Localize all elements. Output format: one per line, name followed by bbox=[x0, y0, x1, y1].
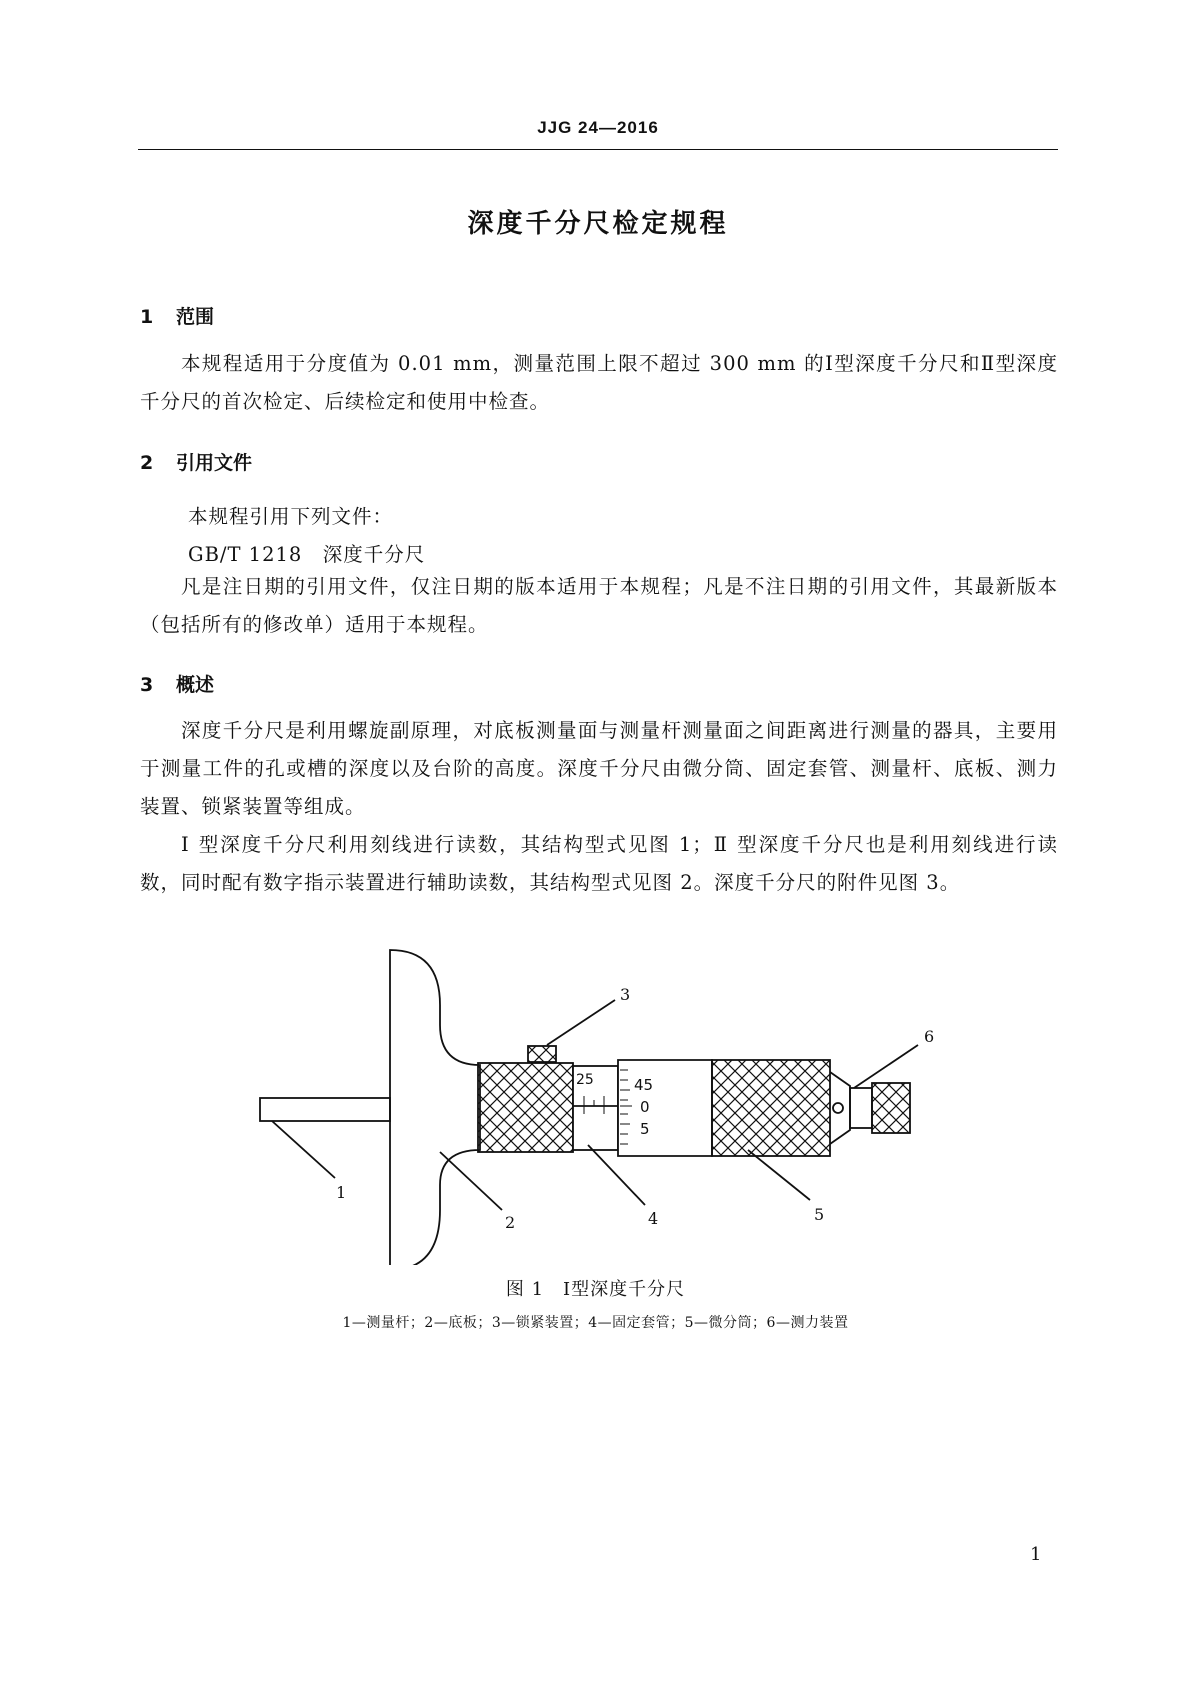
thimble-scale-45: 45 bbox=[634, 1076, 654, 1094]
callout-1: 1 bbox=[336, 1183, 347, 1202]
lock-body-shape bbox=[478, 1063, 573, 1152]
section-number: 2 bbox=[140, 452, 154, 474]
section-3-heading bbox=[140, 670, 214, 697]
callout-5: 5 bbox=[814, 1205, 825, 1224]
lock-knob-shape bbox=[528, 1046, 556, 1062]
overview-paragraph-2: Ⅰ 型深度千分尺利用刻线进行读数，其结构型式见图 1；Ⅱ 型深度千分尺也是利用刻线进行读数，同时配有数字指示装置进行辅助读数，其结构型式见图 2。深度千分尺的附件见图 3。 bbox=[140, 833, 1058, 894]
thimble-scale-0: 0 bbox=[640, 1098, 650, 1116]
section-title: 范围 bbox=[176, 306, 215, 328]
callout-3: 3 bbox=[620, 985, 631, 1004]
callout-2: 2 bbox=[505, 1213, 516, 1232]
scope-paragraph: 本规程适用于分度值为 0.01 mm，测量范围上限不超过 300 mm 的Ⅰ型深度千分尺和Ⅱ型深度千分尺的首次检定、后续检定和使用中检查。 bbox=[140, 352, 1058, 413]
section-title: 概述 bbox=[176, 674, 215, 696]
page-title: 深度千分尺检定规程 bbox=[467, 209, 729, 239]
section-number: 3 bbox=[140, 674, 154, 696]
callout-4: 4 bbox=[648, 1209, 659, 1228]
thimble-scale-5: 5 bbox=[640, 1120, 650, 1138]
callout-6: 6 bbox=[924, 1027, 935, 1046]
section-2-heading bbox=[140, 448, 252, 475]
thimble-knurl-shape bbox=[712, 1060, 830, 1156]
depth-micrometer-figure bbox=[0, 935, 1191, 1265]
section-1-heading bbox=[140, 302, 214, 329]
thimble-shape bbox=[618, 1060, 712, 1156]
section-title: 引用文件 bbox=[176, 452, 253, 474]
base-plate-shape bbox=[390, 950, 480, 1265]
measuring-rod-shape bbox=[260, 1098, 390, 1121]
ratchet-knob-shape bbox=[872, 1083, 910, 1133]
page-number: 1 bbox=[1030, 1544, 1042, 1565]
overview-paragraph-1: 深度千分尺是利用螺旋副原理，对底板测量面与测量杆测量面之间距离进行测量的器具，主要用于测量工件的孔或槽的深度以及台阶的高度。深度千分尺由微分筒、固定套管、测量杆、底板、测力装置、锁紧装置等组成。 bbox=[140, 719, 1058, 818]
document-code: JJG 24—2016 bbox=[537, 118, 659, 137]
reference-intro: 本规程引用下列文件： bbox=[188, 505, 394, 528]
sleeve-scale-25: 25 bbox=[576, 1072, 594, 1088]
header-rule bbox=[138, 149, 1058, 150]
section-number: 1 bbox=[140, 306, 154, 328]
reference-note: 凡是注日期的引用文件，仅注日期的版本适用于本规程；凡是不注日期的引用文件，其最新版本（包括所有的修改单）适用于本规程。 bbox=[140, 575, 1058, 636]
figure-legend: 1—测量杆；2—底板；3—锁紧装置；4—固定套管；5—微分筒；6—测力装置 bbox=[342, 1315, 849, 1331]
figure-caption: 图 1 Ⅰ型深度千分尺 bbox=[505, 1279, 686, 1300]
reference-document: GB/T 1218 深度千分尺 bbox=[188, 543, 426, 566]
